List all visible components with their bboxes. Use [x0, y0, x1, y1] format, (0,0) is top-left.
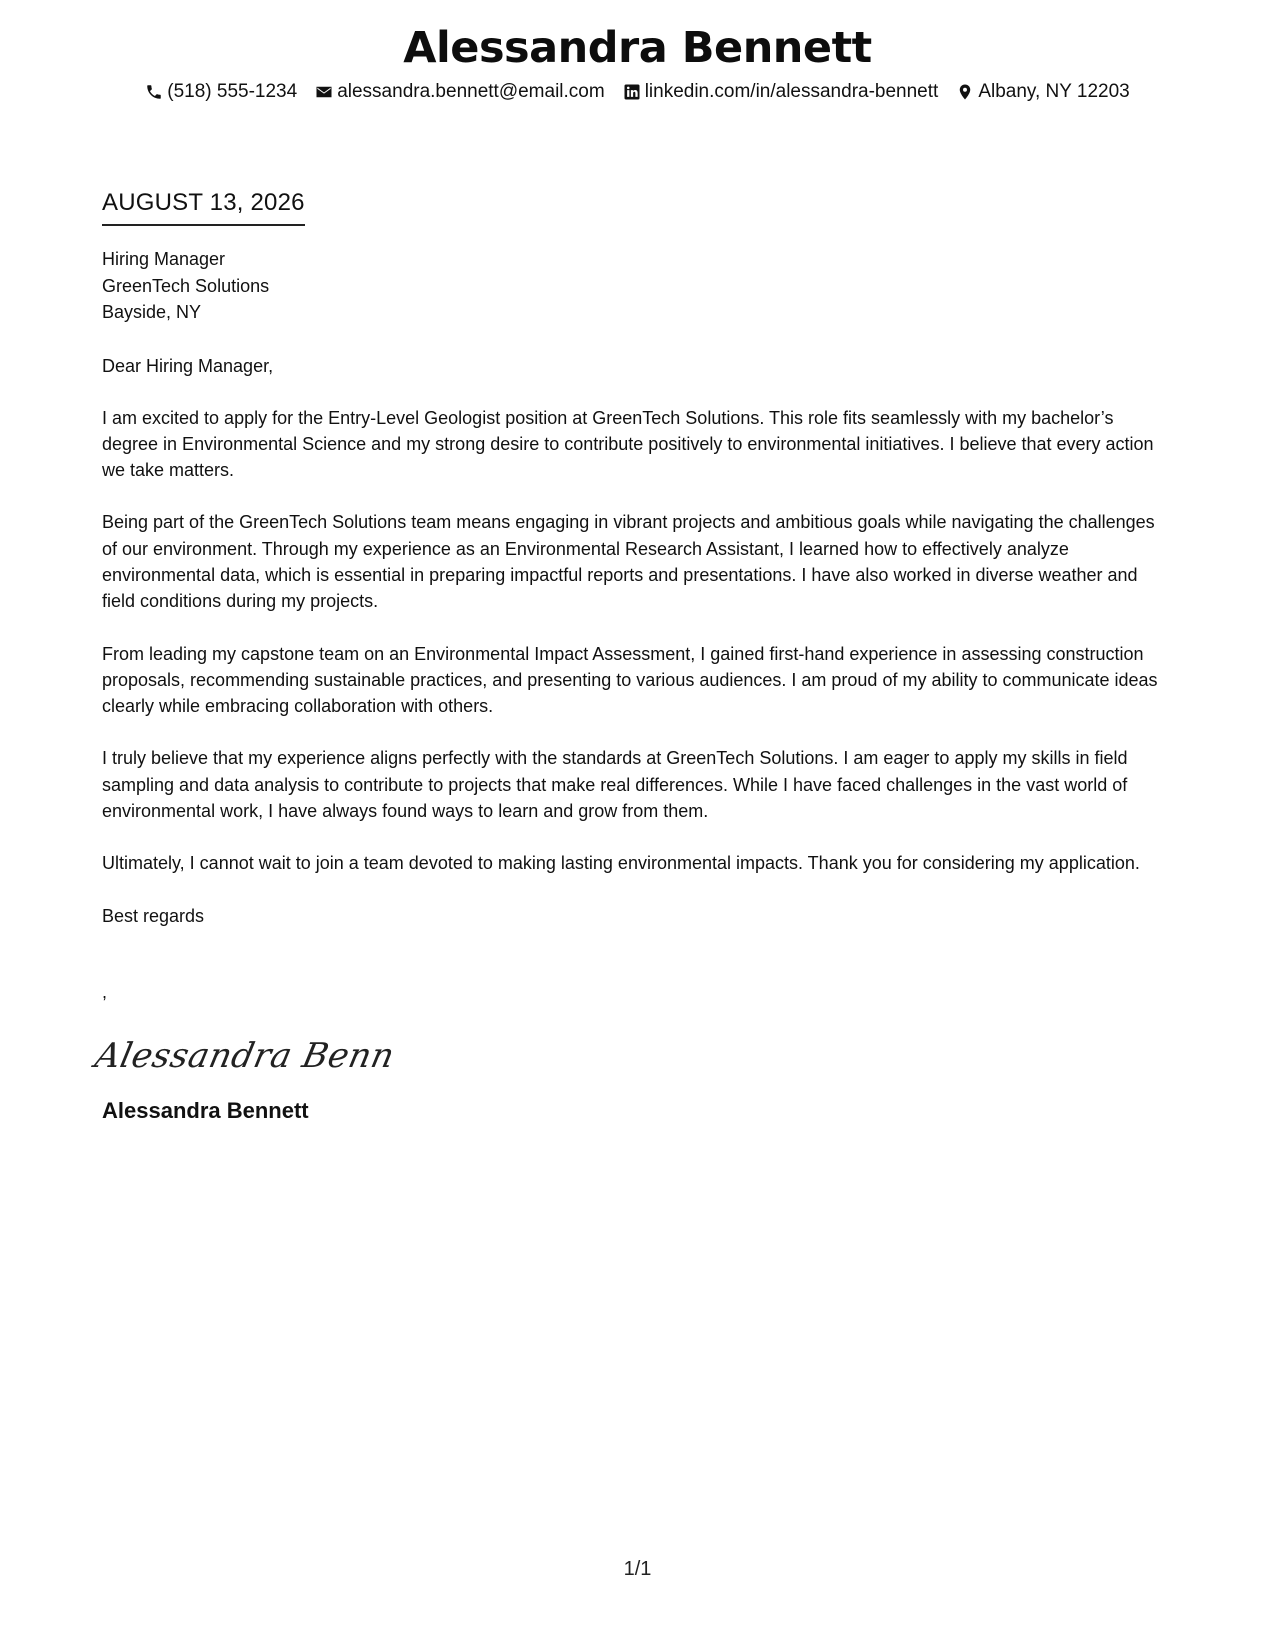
letter-date: AUGUST 13, 2026 — [102, 188, 305, 226]
closing-comma: , — [102, 981, 108, 1002]
body-paragraph: I am excited to apply for the Entry-Level Geologist position at GreenTech Solutions. This role fits seamlessly with my bachelor’s degree in Environmental Science and my strong desire to contribute positively to environmental initiatives. I believe that every action we take matters. — [102, 407, 1154, 481]
location-text: Albany, NY 12203 — [978, 81, 1130, 102]
letter-header — [0, 22, 1275, 104]
recipient-line: GreenTech Solutions — [102, 275, 270, 296]
handwritten-signature — [91, 1027, 399, 1077]
salutation: Dear Hiring Manager, — [102, 355, 274, 376]
recipient-block — [102, 246, 1162, 326]
body-paragraph: Ultimately, I cannot wait to join a team devoted to making lasting environmental impacts. Thank you for considering my application. — [102, 853, 1140, 874]
linkedin-icon — [623, 83, 641, 101]
envelope-icon — [315, 83, 333, 101]
linkedin-text: linkedin.com/in/alessandra-bennett — [644, 81, 939, 102]
applicant-name: Alessandra Bennett — [403, 23, 872, 73]
letter-body — [91, 188, 1162, 1125]
page-number: 1/1 — [623, 1558, 652, 1580]
phone-icon — [145, 83, 163, 101]
contact-email — [315, 80, 604, 104]
recipient-line: Bayside, NY — [102, 302, 202, 322]
body-paragraph: Being part of the GreenTech Solutions team means engaging in vibrant projects and ambitious goals while navigating the challenges of our environment. Through my experience as an Environmental Research Assistant, I learned how to effectively analyze environmental data, which is essential in preparing impactful reports and presentations. I have also worked in diverse weather and field conditions during my projects. — [102, 512, 1155, 612]
contact-line — [0, 80, 1275, 104]
email-text: alessandra.bennett@email.com — [337, 81, 605, 102]
signature-text: Alessandra Benn — [91, 1036, 399, 1076]
closing: Best regards — [102, 905, 205, 926]
signer-name: Alessandra Bennett — [102, 1097, 309, 1123]
location-pin-icon — [956, 83, 974, 101]
recipient-line: Hiring Manager — [102, 249, 226, 269]
phone-text: (518) 555-1234 — [167, 81, 298, 102]
contact-location — [956, 80, 1129, 104]
body-paragraph: I truly believe that my experience aligns perfectly with the standards at GreenTech Solutions. I am eager to apply my skills in field sampling and data analysis to contribute to projects that make real differences. While I have faced challenges in the vast world of environmental work, I have always found ways to learn and grow from them. — [102, 748, 1128, 822]
contact-linkedin — [623, 80, 939, 104]
contact-phone — [145, 80, 297, 104]
body-paragraph: From leading my capstone team on an Environmental Impact Assessment, I gained first-hand experience in assessing construction proposals, recommending sustainable practices, and presenting to various audiences. I am proud of my ability to communicate ideas clearly while embracing collaboration with others. — [102, 643, 1158, 717]
